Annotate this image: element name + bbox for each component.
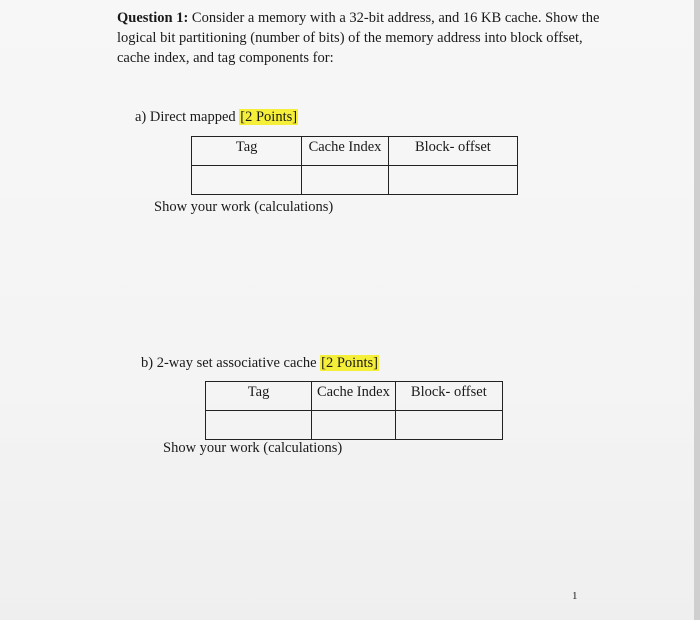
question-label: Question 1:	[117, 10, 189, 26]
question-body: Consider a memory with a 32-bit address, and 16 KB cache. Show the logical bit partitioning (number of bits) of the memory address into block offset, cache index, and tag components for:	[117, 10, 600, 66]
block-offset-answer-cell[interactable]	[395, 411, 502, 440]
part-a-table	[191, 136, 518, 195]
table-answer-row	[206, 411, 503, 440]
page-number: 1	[572, 590, 578, 602]
cache-index-header: Cache Index	[312, 382, 396, 411]
table-header-row	[192, 137, 518, 166]
part-b-work-label: Show your work (calculations)	[163, 440, 343, 456]
question-text	[117, 8, 617, 68]
part-b-label: b) 2-way set associative cache	[141, 355, 321, 371]
part-b-heading	[141, 354, 379, 372]
page-edge	[694, 0, 700, 620]
tag-header: Tag	[206, 382, 312, 411]
part-b-table	[205, 381, 503, 440]
tag-answer-cell[interactable]	[192, 166, 302, 195]
block-offset-answer-cell[interactable]	[388, 166, 517, 195]
tag-answer-cell[interactable]	[206, 411, 312, 440]
part-a-label: a) Direct mapped	[135, 109, 240, 125]
cache-index-header: Cache Index	[302, 137, 389, 166]
tag-header: Tag	[192, 137, 302, 166]
block-offset-header: Block- offset	[388, 137, 517, 166]
part-b-points: [2 Points]	[321, 355, 378, 371]
part-a-points: [2 Points]	[240, 109, 298, 125]
table-header-row	[206, 382, 503, 411]
cache-index-answer-cell[interactable]	[312, 411, 396, 440]
cache-index-answer-cell[interactable]	[302, 166, 389, 195]
table-answer-row	[192, 166, 518, 195]
part-a-heading	[135, 108, 298, 126]
block-offset-header: Block- offset	[395, 382, 502, 411]
part-a-work-label: Show your work (calculations)	[154, 199, 334, 215]
